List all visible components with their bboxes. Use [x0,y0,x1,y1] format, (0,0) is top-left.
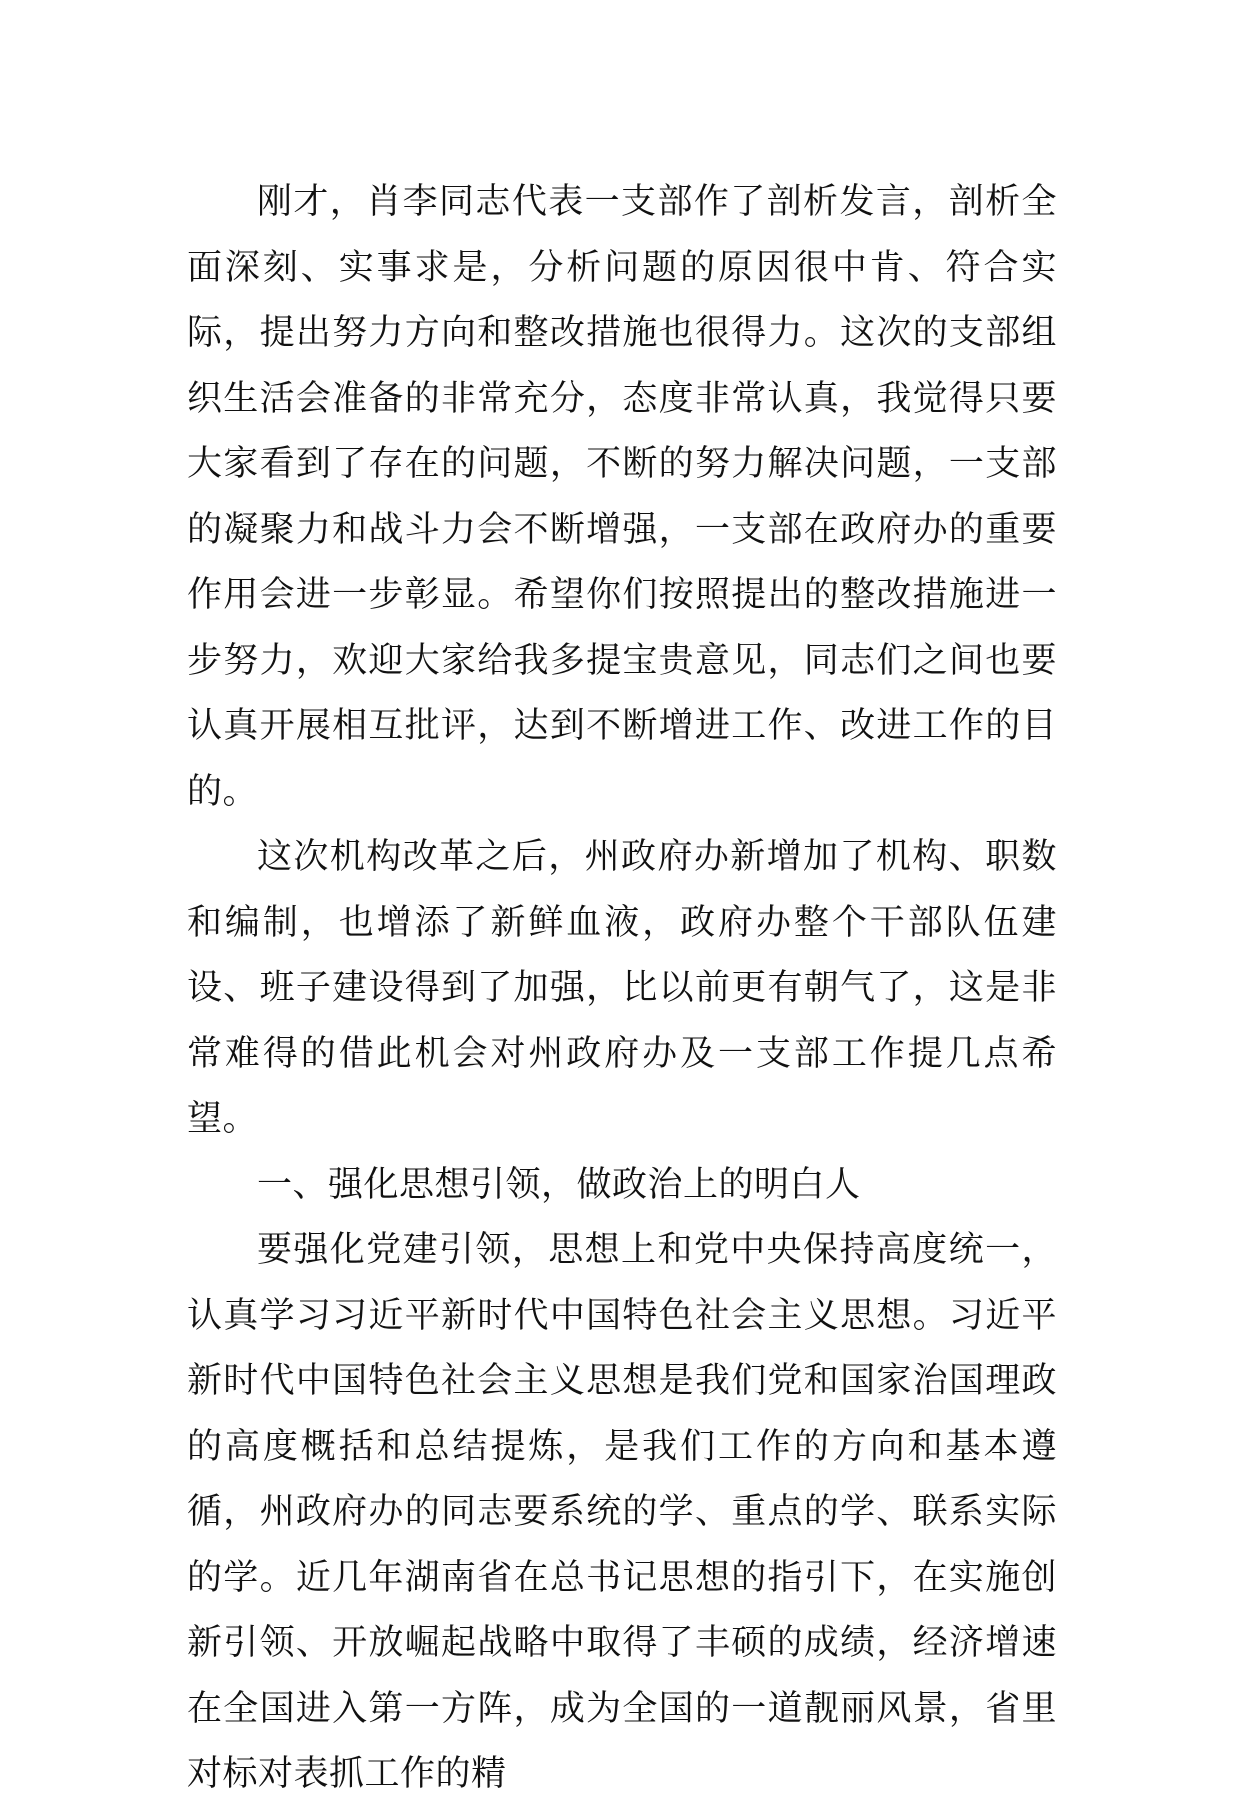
paragraph-1: 刚才，肖李同志代表一支部作了剖析发言，剖析全面深刻、实事求是，分析问题的原因很中肯、符合实际，提出努力方向和整改措施也很得力。这次的支部组织生活会准备的非常充分，态度非常认真，我觉得只要大家看到了存在的问题，不断的努力解决问题，一支部的凝聚力和战斗力会不断增强，一支部在政府办的重要作用会进一步彰显。希望你们按照提出的整改措施进一步努力，欢迎大家给我多提宝贵意见，同志们之间也要认真开展相互批评，达到不断增进工作、改进工作的目的。 [187,182,1057,812]
section-heading-1: 一、强化思想引领，做政治上的明白人 [257,1164,861,1205]
paragraph-3: 要强化党建引领，思想上和党中央保持高度统一，认真学习习近平新时代中国特色社会主义思想。习近平新时代中国特色社会主义思想是我们党和国家治国理政的高度概括和总结提炼，是我们工作的方向和基本遵循，州政府办的同志要系统的学、重点的学、联系实际的学。近几年湖南省在总书记思想的指引下，在实施创新引领、开放崛起战略中取得了丰硕的成绩，经济增速在全国进入第一方阵，成为全国的一道靓丽风景，省里对标对表抓工作的精 [187,1230,1057,1794]
document-body [187,170,1057,1808]
paragraph-2: 这次机构改革之后，州政府办新增加了机构、职数和编制，也增添了新鲜血液，政府办整个干部队伍建设、班子建设得到了加强，比以前更有朝气了，这是非常难得的借此机会对州政府办及一支部工作提几点希望。 [187,837,1057,1139]
